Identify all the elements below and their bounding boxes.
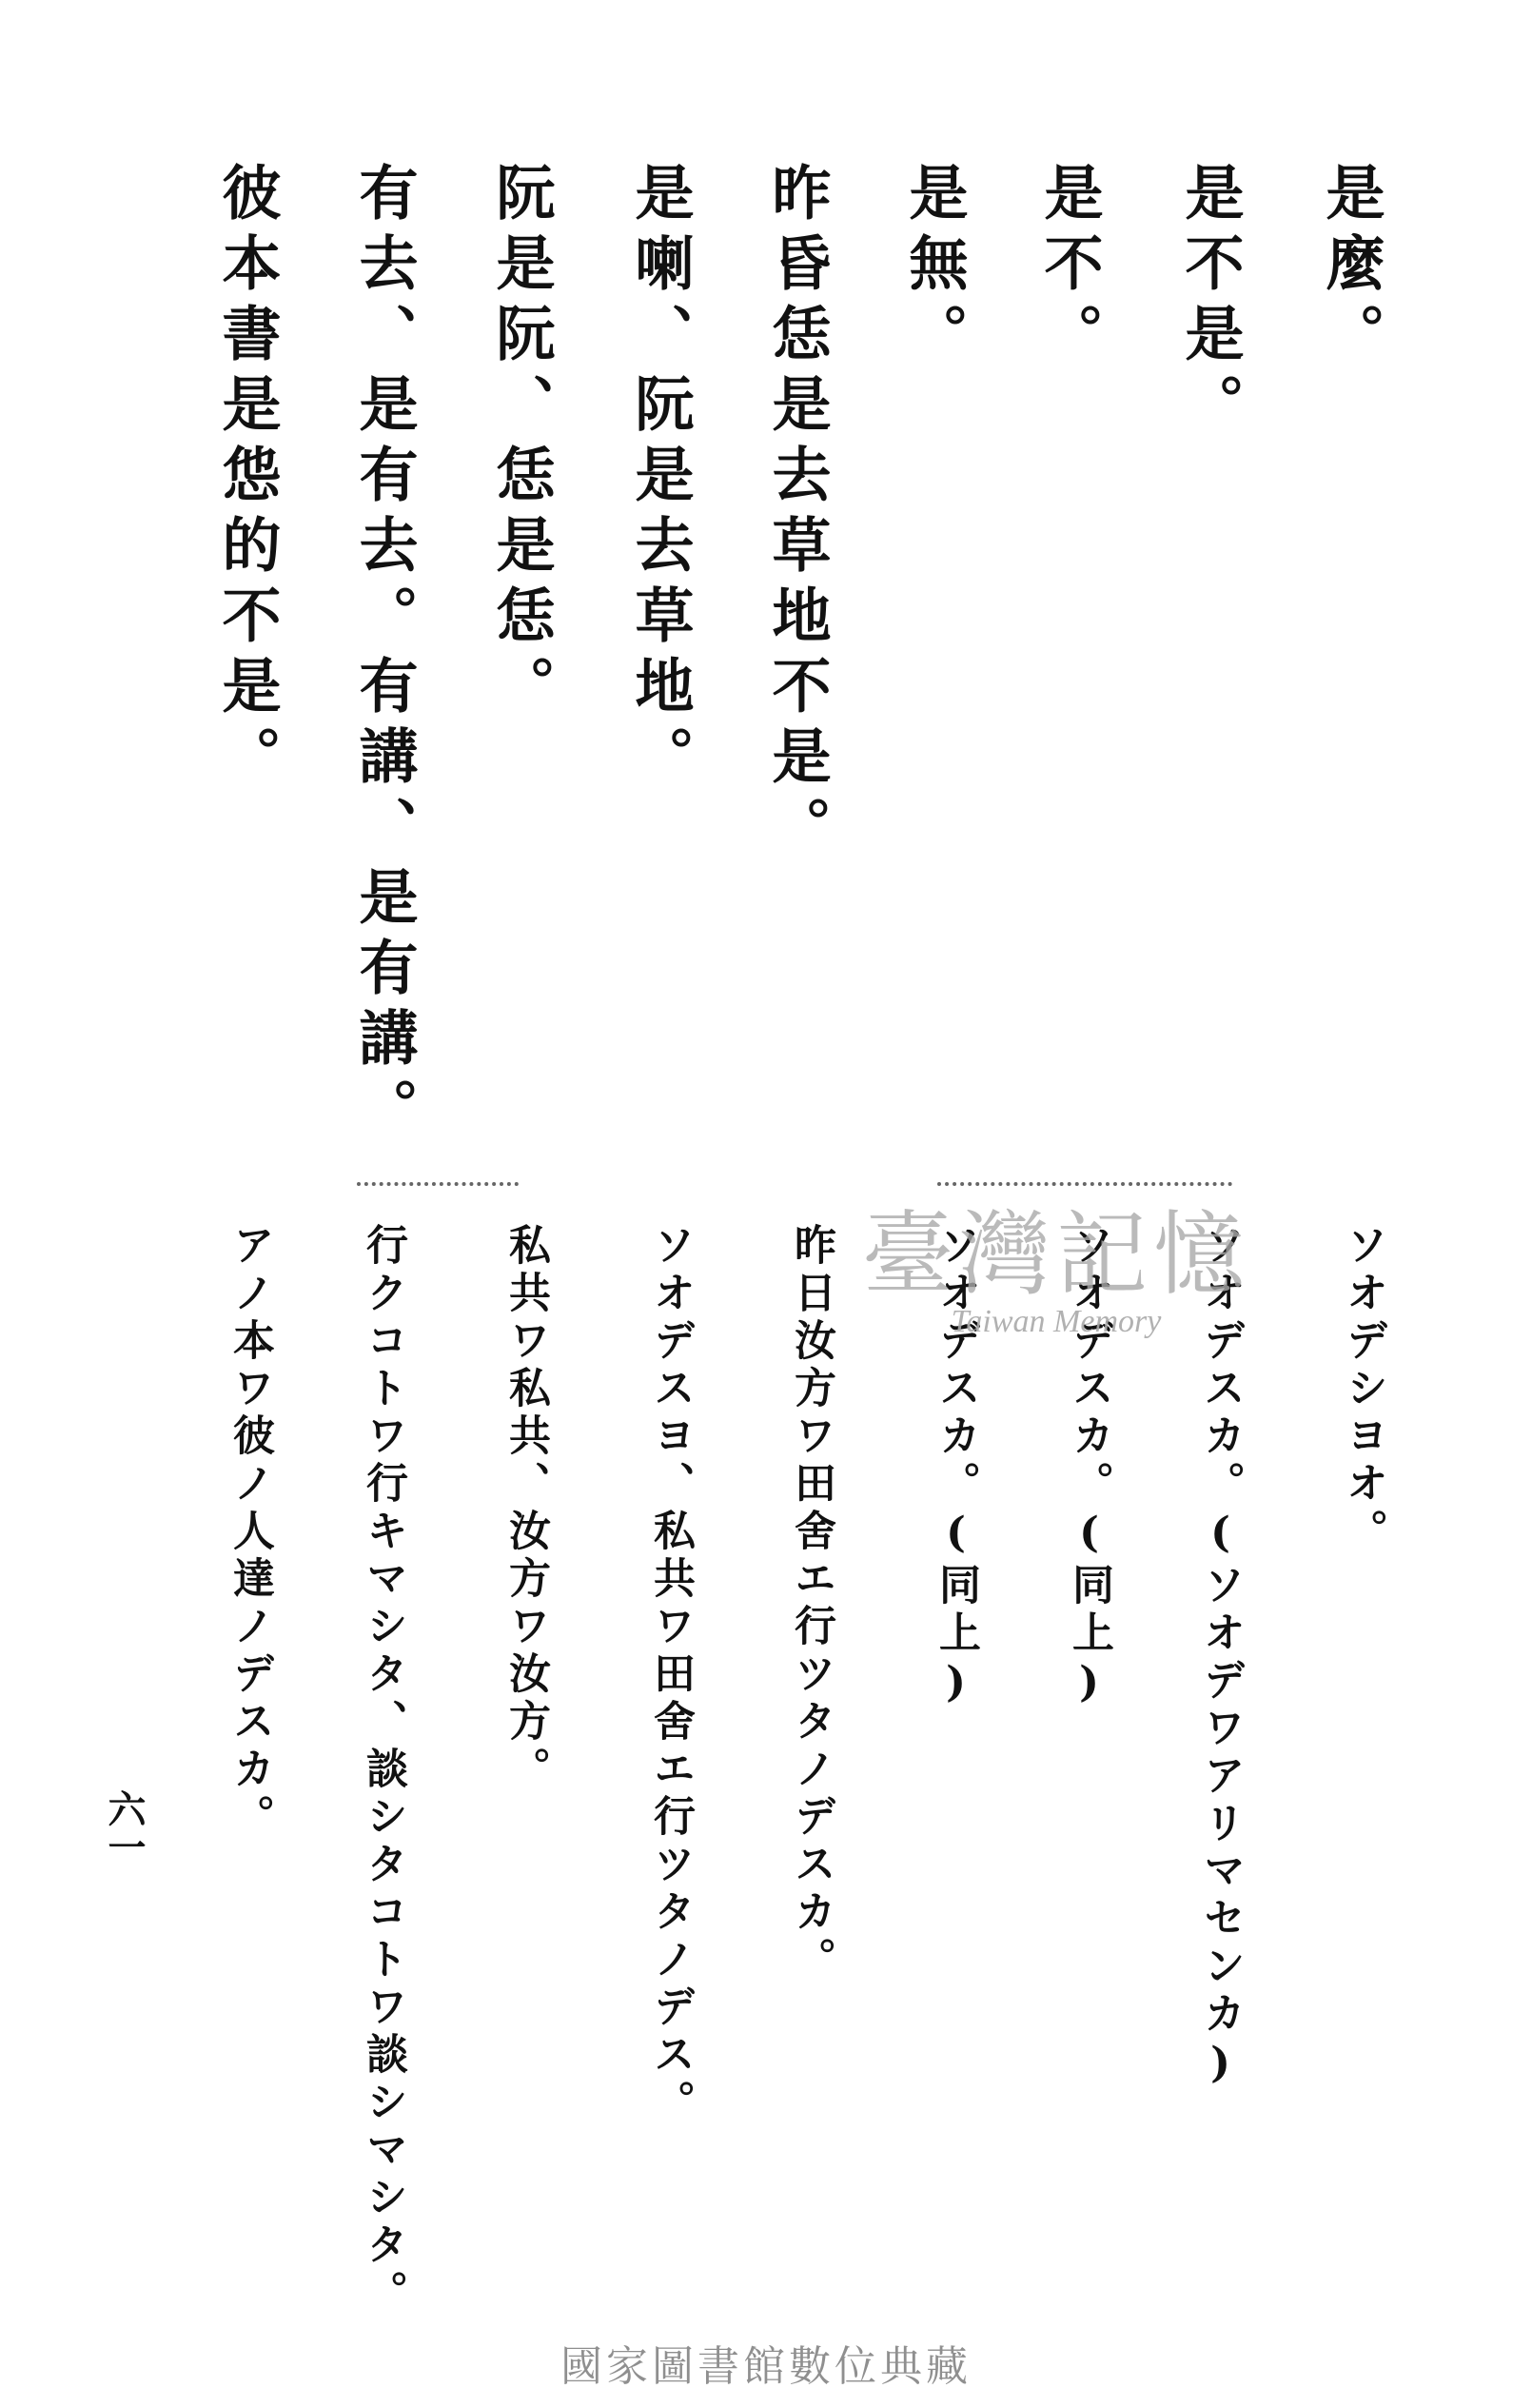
japanese-line-7: 私共ワ私共、汝方ワ汝方。 [501,1223,550,1794]
japanese-line-6: ソオデスヨ、私共ワ田舍エ行ツタノデス。 [646,1223,695,2127]
watermark-english: Taiwan Memory [951,1304,1162,1339]
japanese-line-1: ソオデシヨオ。 [1339,1223,1387,1556]
watermark-chinese: 臺灣記憶 [862,1201,1250,1308]
chinese-line-9: 彼本書是怹的不是。 [212,162,282,796]
japanese-line-2: ソオデスカ。(ソオデワアリマセンカ) [1196,1223,1245,2093]
chinese-line-3: 是不。 [1034,162,1104,373]
chinese-line-4: 是無。 [899,162,969,373]
japanese-line-9: アノ本ワ彼ノ人達ノデスカ。 [226,1223,274,1842]
library-footer: 國家圖書館數位典藏 [560,2342,972,2391]
chinese-line-5: 昨昏恁是去草地不是。 [762,162,832,866]
japanese-line-8: 行クコトワ行キマシタ、談シタコトワ談シマシタ。 [359,1223,407,2318]
japanese-line-3: ソオデスカ。(同上) [1065,1223,1113,1712]
separator-dots-right [937,1182,1232,1197]
page-number: 六一 [102,1789,147,1865]
japanese-line-4: ソオデスカ。(同上) [932,1223,980,1712]
chinese-line-8: 有去、是有去。有講、是有講。 [349,162,419,1148]
japanese-line-5: 昨日汝方ワ田舍エ行ツタノデスカ。 [787,1223,835,1984]
chinese-line-1: 是麼。 [1316,162,1385,373]
chinese-line-6: 是喇、阮是去草地。 [625,162,695,796]
taiwan-memory-watermark [818,1201,1294,1371]
chinese-line-7: 阮是阮、恁是恁。 [486,162,556,725]
separator-dots-left [357,1182,519,1197]
chinese-line-2: 是不是。 [1175,162,1245,444]
